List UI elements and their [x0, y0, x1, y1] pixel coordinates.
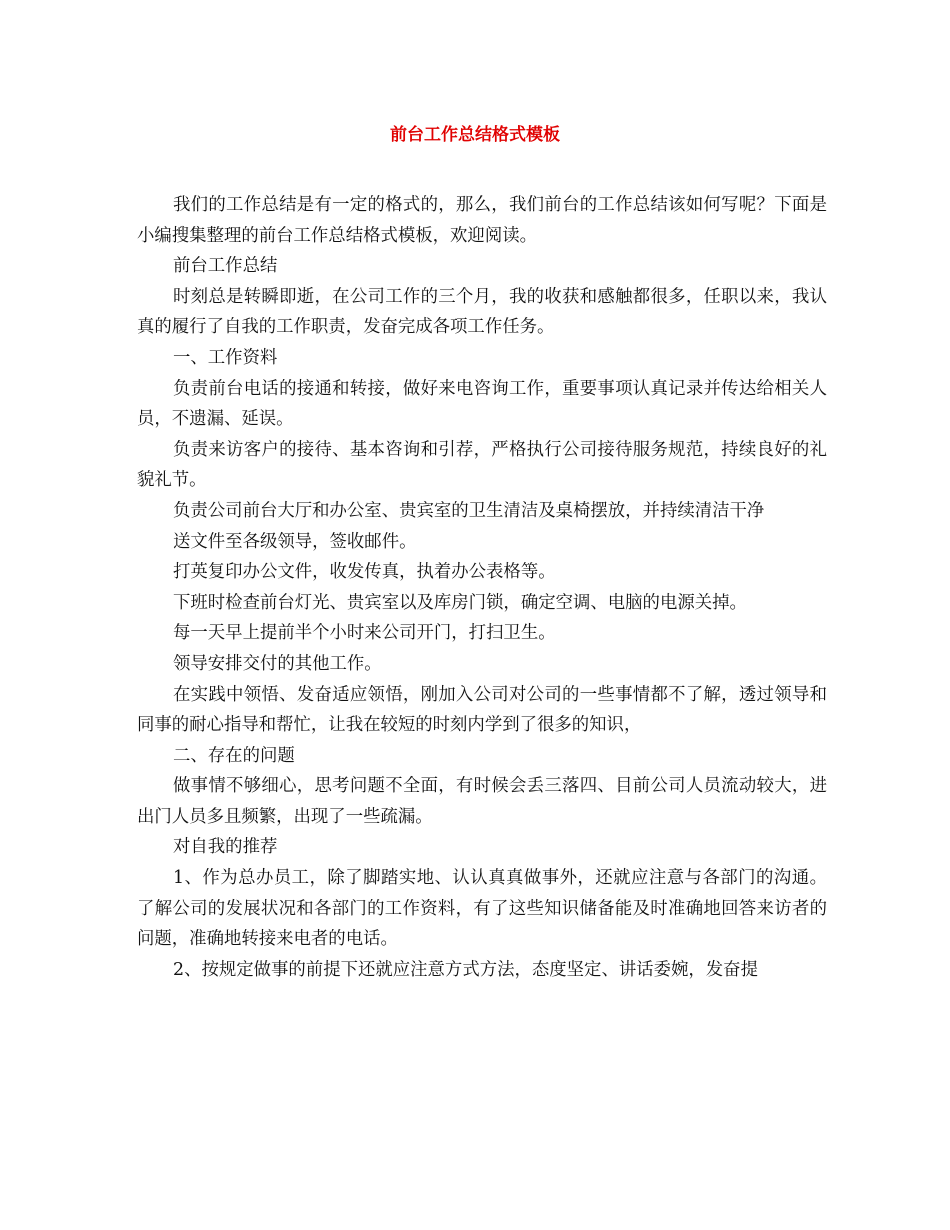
paragraph: 做事情不够细心，思考问题不全面，有时候会丢三落四、目前公司人员流动较大，进出门人员多且频繁，出现了一些疏漏。	[137, 776, 827, 827]
paragraph: 领导安排交付的其他工作。	[173, 653, 382, 674]
paragraph: 2、按规定做事的前提下还就应注意方式方法，态度坚定、讲话委婉，发奋提	[173, 959, 758, 980]
section-heading-summary: 前台工作总结	[173, 256, 278, 277]
paragraph: 每一天早上提前半个小时来公司开门，打扫卫生。	[173, 623, 556, 644]
paragraph: 负责公司前台大厅和办公室、贵宾室的卫生清洁及桌椅摆放，并持续清洁干净	[173, 500, 765, 521]
paragraph: 1、作为总办员工，除了脚踏实地、认认真真做事外，还就应注意与各部门的沟通。了解公司的发展状况和各部门的工作资料，有了这些知识储备能及时准确地回答来访者的问题，准确地转接来电者的电话。	[137, 868, 827, 950]
document-title: 前台工作总结格式模板	[390, 125, 560, 145]
paragraph: 负责前台电话的接通和转接，做好来电咨询工作，重要事项认真记录并传达给相关人员，不遗漏、延误。	[137, 378, 827, 430]
paragraph: 打英复印办公文件，收发传真，执着办公表格等。	[173, 562, 556, 583]
paragraph: 负责来访客户的接待、基本咨询和引荐，严格执行公司接待服务规范，持续良好的礼貌礼节。	[137, 439, 827, 491]
paragraph-intro: 我们的工作总结是有一定的格式的，那么，我们前台的工作总结该如何写呢？下面是小编搜集整理的前台工作总结格式模板，欢迎阅读。	[137, 195, 827, 246]
paragraph: 送文件至各级领导，签收邮件。	[173, 531, 417, 552]
section-heading-problems: 二、存在的问题	[173, 745, 295, 766]
document-body	[137, 190, 827, 985]
paragraph: 下班时检查前台灯光、贵宾室以及库房门锁，确定空调、电脑的电源关掉。	[173, 592, 747, 613]
paragraph: 时刻总是转瞬即逝，在公司工作的三个月，我的收获和感触都很多，任职以来，我认真的履行了自我的工作职责，发奋完成各项工作任务。	[137, 286, 827, 338]
section-heading-recommendations: 对自我的推荐	[173, 837, 278, 858]
paragraph: 在实践中领悟、发奋适应领悟，刚加入公司对公司的一些事情都不了解，透过领导和同事的耐心指导和帮忙，让我在较短的时刻内学到了很多的知识，	[137, 684, 827, 736]
section-heading-work-content: 一、工作资料	[173, 347, 278, 368]
